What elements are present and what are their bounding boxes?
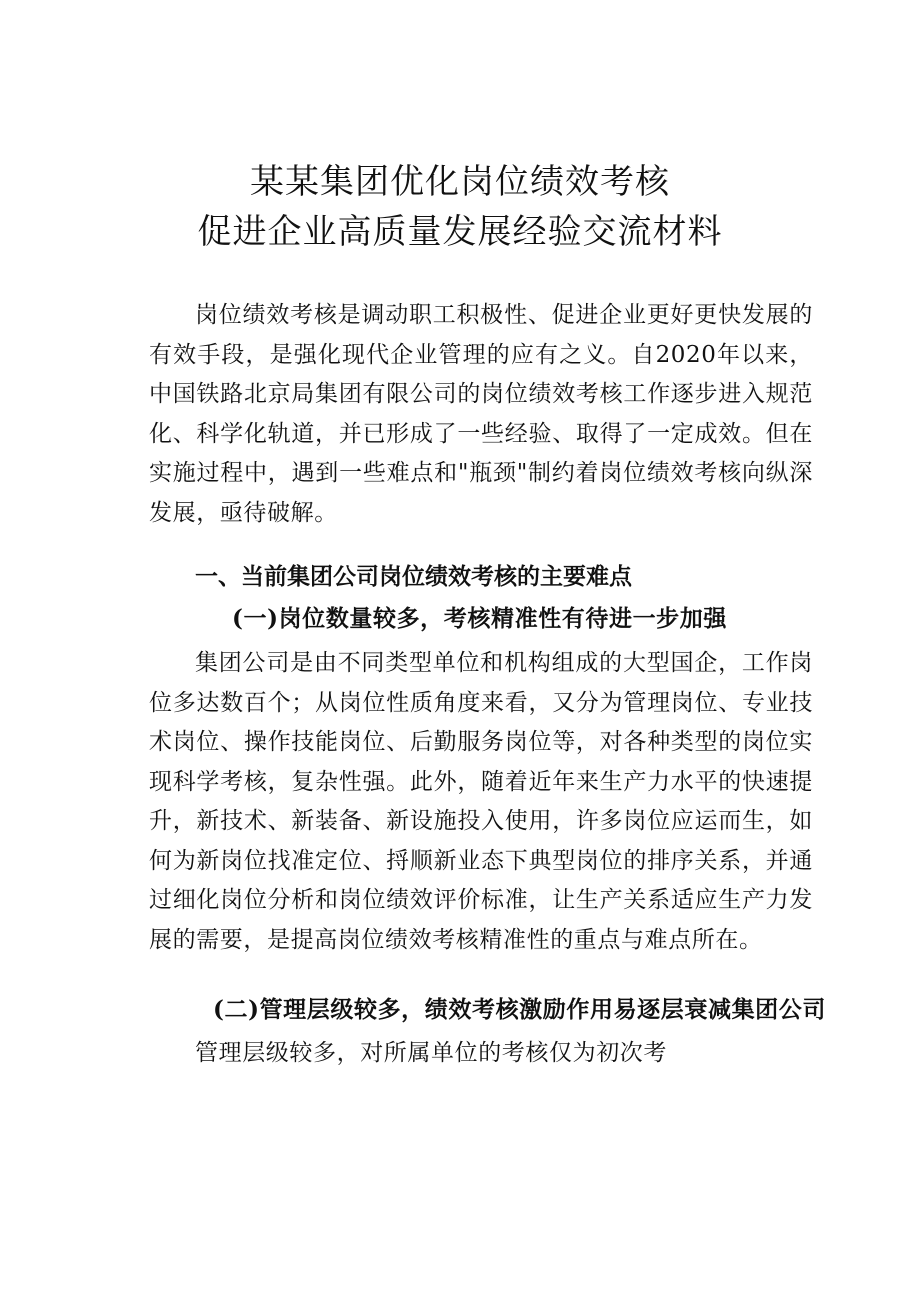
subsection2-heading: (二)管理层级较多，绩效考核激励作用易逐层衰减集团公司 — [213, 996, 826, 1023]
document-title-line1: 某某集团优化岗位绩效考核 — [250, 162, 670, 202]
section1-heading: 一、当前集团公司岗位绩效考核的主要难点 — [195, 564, 632, 590]
intro-paragraph: 岗位绩效考核是调动职工积极性、促进企业更好更快发展的有效手段，是强化现代企业管理的应有之义。自2020年以来，中国铁路北京局集团有限公司的岗位绩效考核工作逐步进入规范化、科学化轨道，并已形成了一些经验、取得了一定成效。但在实施过程中，遇到一些难点和"瓶颈"制约着岗位绩效考核向纵深发展，亟待破解。 — [149, 302, 813, 526]
subsection1-heading: (一)岗位数量较多，考核精准性有待进一步加强 — [232, 605, 727, 632]
subsection2-paragraph: 管理层级较多，对所属单位的考核仅为初次考 — [195, 1040, 667, 1066]
document-title-line2: 促进企业高质量发展经验交流材料 — [197, 212, 723, 252]
subsection1-paragraph: 集团公司是由不同类型单位和机构组成的大型国企，工作岗位多达数百个；从岗位性质角度来看，又分为管理岗位、专业技术岗位、操作技能岗位、后勤服务岗位等，对各种类型的岗位实现科学考核，复杂性强。此外，随着近年来生产力水平的快速提升，新技术、新装备、新设施投入使用，许多岗位应运而生，如何为新岗位找准定位、捋顺新业态下典型岗位的排序关系，并通过细化岗位分析和岗位绩效评价标准，让生产关系适应生产力发展的需要，是提高岗位绩效考核精准性的重点与难点所在。 — [149, 650, 813, 953]
